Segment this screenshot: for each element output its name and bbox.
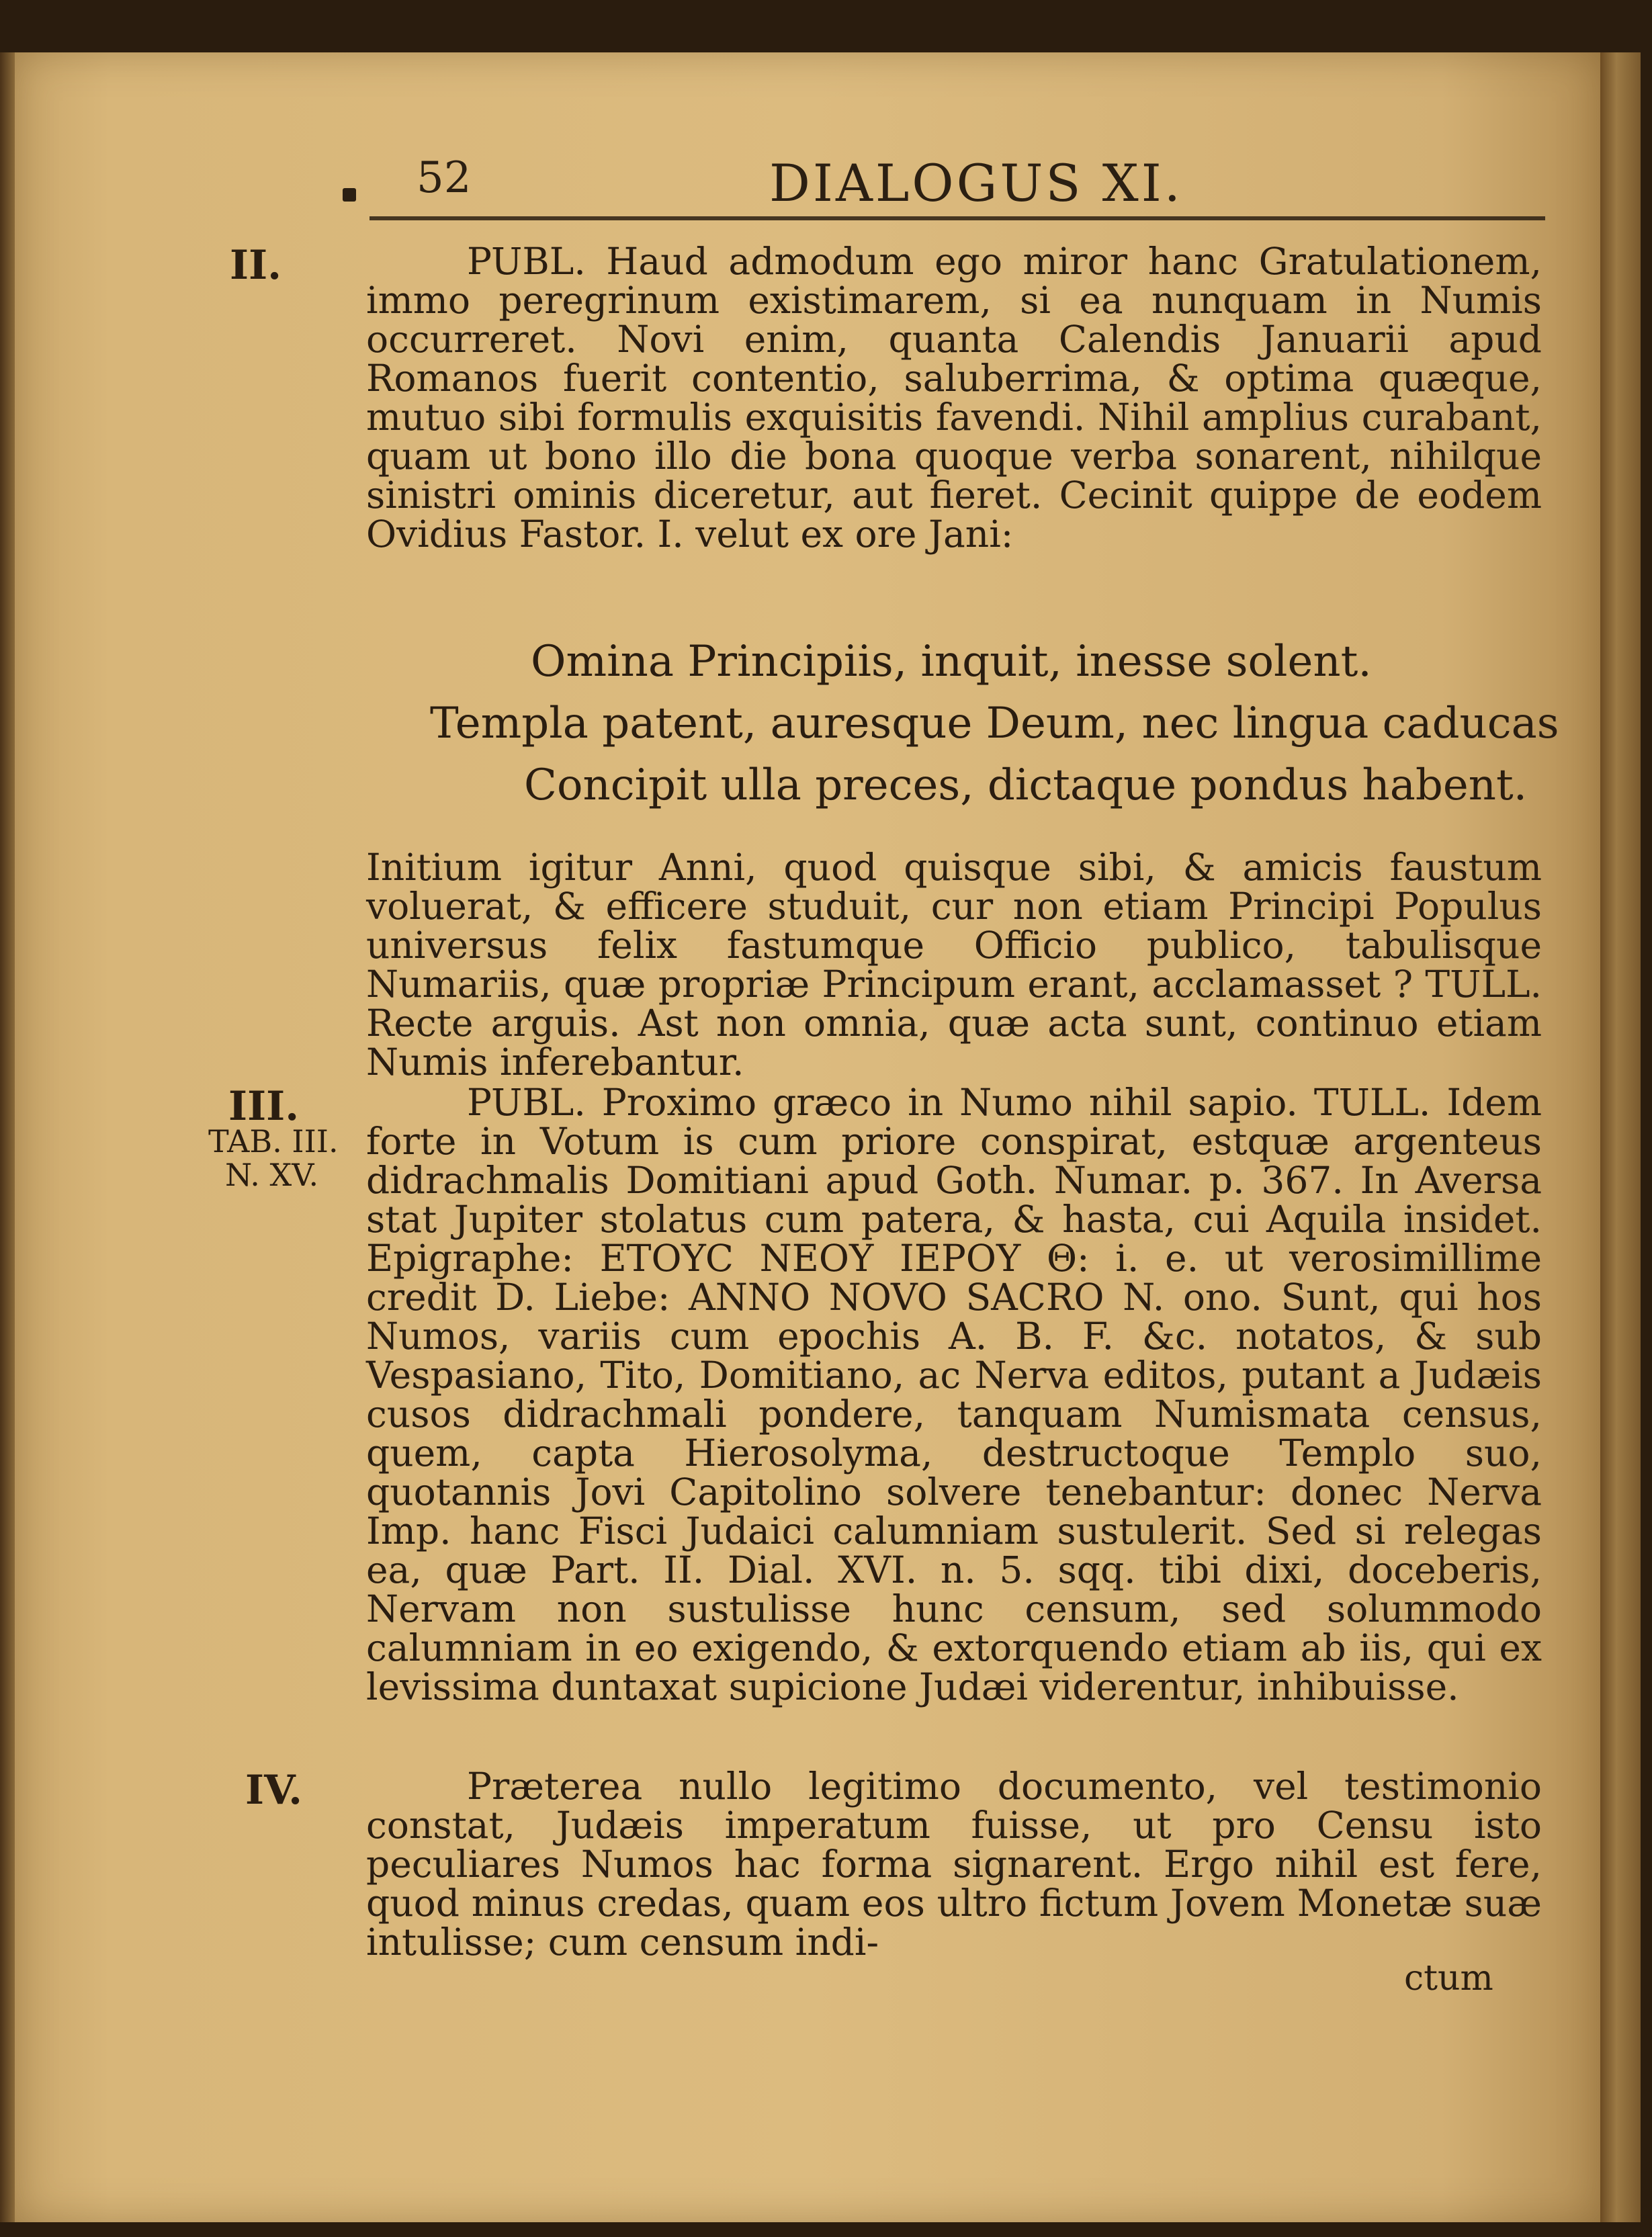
header-rule [369, 216, 1545, 220]
section-marker-2: II. [230, 242, 282, 289]
verse-line-3: Concipit ulla preces, dictaque pondus habent. [524, 760, 1528, 810]
page-header [417, 153, 1559, 214]
page-number: 52 [417, 153, 472, 203]
paragraph-text: Initium igitur Anni, quod quisque sibi, & amicis faustum voluerat, & efficere studuit, cur non etiam Principi Populus universus felix fastumque Officio publico, tabulisque Numariis, quæ propriæ Principum erant, acclamasset ? TULL. Recte arguis. Ast non omnia, quæ acta sunt, continuo etiam Numis inferebantur. [366, 846, 1542, 1084]
side-note-table: TAB. III. [208, 1123, 339, 1159]
verse-line-2: Templa patent, auresque Deum, nec lingua caducas [430, 699, 1559, 748]
right-page-edge [1600, 52, 1641, 2222]
catchword: ctum [1404, 1958, 1493, 1999]
section-marker-4: IV. [245, 1767, 303, 1814]
left-page-edge [0, 52, 15, 2222]
paragraph-section-2 [366, 242, 1542, 591]
side-note-number: N. XV. [225, 1157, 319, 1193]
running-head: DIALOGUS XI. [769, 153, 1183, 213]
section-marker-3: III. [228, 1083, 300, 1130]
paragraph-after-verse [366, 846, 1542, 1084]
paragraph-section-3 [366, 1083, 1542, 1755]
paragraph-section-4 [366, 1767, 1542, 1968]
paragraph-text: PUBL. Haud admodum ego miror hanc Gratulationem, immo peregrinum existimarem, si ea nunquam in Numis occurreret. Novi enim, quanta Calendis Januarii apud Romanos fuerit contentio, saluberrima, & optima quæque, mutuo sibi formulis exquisitis favendi. Nihil amplius curabant, quam ut bono illo die bona quoque verba sonarent, nihilque sinistri ominis diceretur, aut fieret. Cecinit quippe de eodem Ovidius Fastor. I. velut ex ore Jani: [366, 240, 1542, 556]
verse-line-1: Omina Principiis, inquit, inesse solent. [531, 637, 1372, 687]
paragraph-text: PUBL. Proximo græco in Numo nihil sapio. TULL. Idem forte in Votum is cum priore conspirat, estquæ argenteus didrachmalis Domitiani apud Goth. Numar. p. 367. In Aversa stat Jupiter stolatus cum patera, & hasta, cui Aquila insidet. Epigraphe: ETOYC NEOY IEPOY Θ: i. e. ut verosimillime credit D. Liebe: ANNO NOVO SACRO N. ono. Sunt, qui hos Numos, variis cum epochis A. B. F. &c. notatos, & sub Vespasiano, Tito, Domitiano, ac Nerva editos, putant a Judæis cusos didrachmali pondere, tanquam Numismata census, quem, capta Hierosolyma, destructoque Templo suo, quotannis Jovi Capitolino solvere tenebantur: donec Nerva Imp. hanc Fisci Judaici calumniam sustulerit. Sed si relegas ea, quæ Part. II. Dial. XVI. n. 5. sqq. tibi dixi, doceberis, Nervam non sustulisse hunc censum, sed solummodo calumniam in eo exigendo, & extorquendo etiam ab iis, qui ex levissima duntaxat supicione Judæi viderentur, inhibuisse. [366, 1081, 1542, 1708]
ink-mark [343, 188, 356, 202]
paragraph-text: Præterea nullo legitimo documento, vel testimonio constat, Judæis imperatum fuisse, ut pro Censu isto peculiares Numos hac forma signarent. Ergo nihil est fere, quod minus credas, quam eos ultro fictum Jovem Monetæ suæ intulisse; cum censum indi- [366, 1765, 1542, 1964]
